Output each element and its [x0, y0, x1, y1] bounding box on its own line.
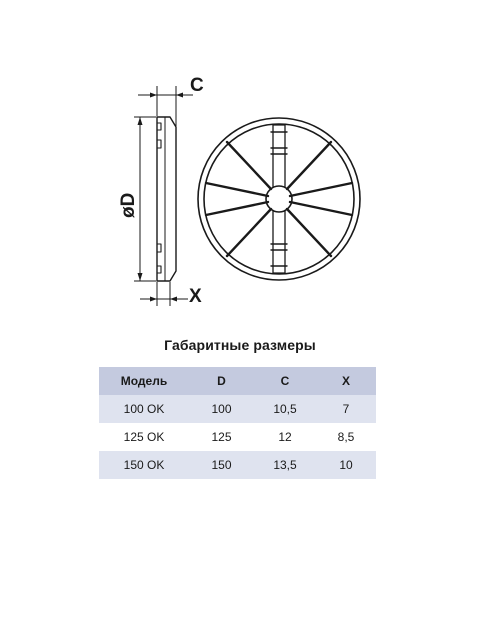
- cell-model: 150 OK: [123, 458, 165, 472]
- dimension-x: [140, 282, 188, 306]
- cell-model: 125 OK: [123, 430, 165, 444]
- cell-model: 100 OK: [123, 402, 165, 416]
- inner-rim: [204, 124, 354, 274]
- table-row: [99, 395, 376, 423]
- cell-x: 8,5: [337, 430, 355, 444]
- table-header-row: [99, 367, 376, 395]
- cell-d: 100: [211, 402, 232, 416]
- table-row: [99, 423, 376, 451]
- cell-x: 10: [339, 458, 353, 472]
- dimension-d-label: øD: [118, 192, 139, 218]
- header-model: Модель: [120, 374, 168, 388]
- vertical-ribs: [273, 125, 285, 273]
- outer-rim: [198, 118, 360, 280]
- side-profile-view: [157, 117, 176, 281]
- cell-c: 13,5: [273, 458, 297, 472]
- header-c: C: [280, 374, 290, 388]
- cell-c: 12: [278, 430, 292, 444]
- cell-d: 125: [211, 430, 232, 444]
- hub-ring: [266, 186, 292, 212]
- dimension-x-label: X: [189, 286, 202, 307]
- table-title: Габаритные размеры: [164, 337, 316, 353]
- dimensions-table: [99, 367, 376, 479]
- front-view: [198, 118, 360, 280]
- spokes: [206, 142, 352, 256]
- dimension-c-label: C: [190, 75, 204, 96]
- cell-c: 10,5: [273, 402, 297, 416]
- table-row: [99, 451, 376, 479]
- header-x: X: [341, 374, 350, 388]
- cell-x: 7: [342, 402, 350, 416]
- cell-d: 150: [211, 458, 232, 472]
- header-d: D: [217, 374, 226, 388]
